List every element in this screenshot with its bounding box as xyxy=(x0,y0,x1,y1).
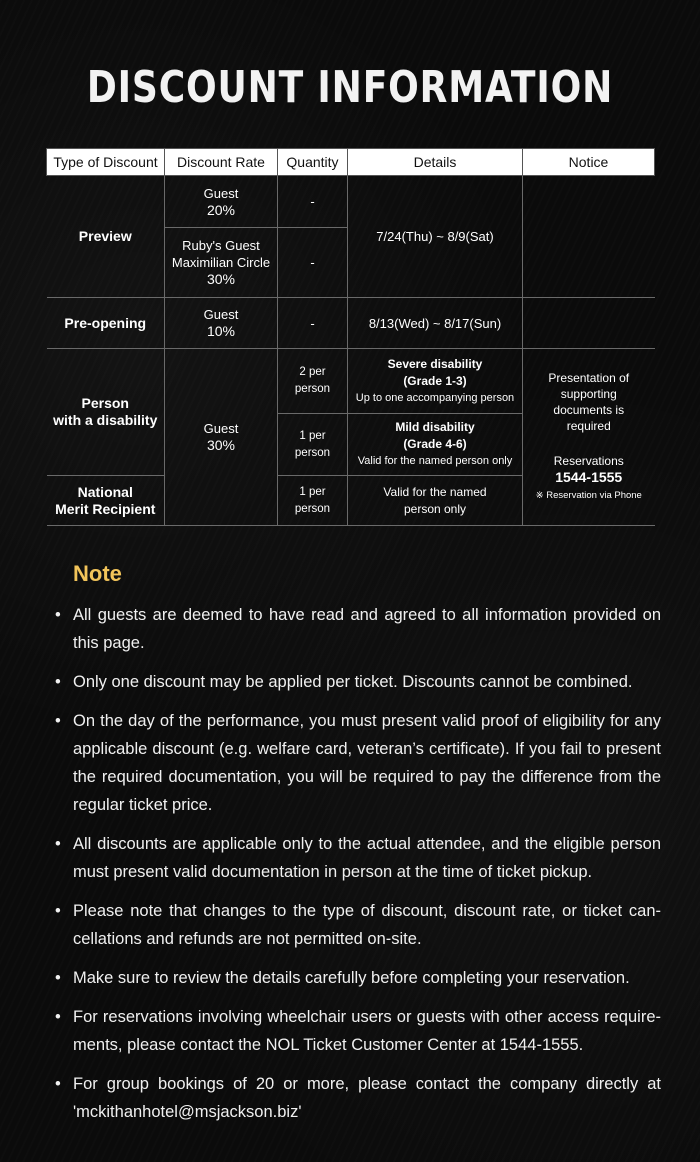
details-severe xyxy=(348,349,523,414)
note-text: Only one discount may be applied per ticket. Discounts cannot be combined. xyxy=(73,673,633,691)
rate-cell xyxy=(165,176,278,228)
type-merit xyxy=(47,476,165,526)
rate-cell xyxy=(165,228,278,298)
quantity-label: 2 per xyxy=(299,366,326,378)
rate-percent: 30% xyxy=(206,271,236,287)
page-title: DISCOUNT INFORMATION xyxy=(86,62,614,113)
notice-preopening xyxy=(523,298,655,349)
type-preopening: Pre-opening xyxy=(47,298,165,349)
severe-grade: (Grade 1-3) xyxy=(403,373,467,388)
bullet-icon: • xyxy=(55,969,61,987)
notice-preview xyxy=(523,176,655,298)
severe-note: Up to one accompanying person xyxy=(355,391,515,404)
quantity-cell: - xyxy=(278,228,348,298)
note-text: For group bookings of 20 or more, please contact the company directly at 'mckithanhotel@msjackson.biz' xyxy=(73,1075,661,1121)
type-preview: Preview xyxy=(47,176,165,298)
notice-disability xyxy=(523,349,655,526)
note-text: All discounts are applicable only to the actual attendee, and the eligible person must present valid documentation in person at the time of ticket pickup. xyxy=(73,835,661,881)
type-disability xyxy=(47,349,165,476)
rate-percent: 10% xyxy=(206,323,236,339)
severe-title: Severe disability xyxy=(387,356,483,371)
list-item xyxy=(55,601,661,657)
quantity-label: 1 per xyxy=(299,485,326,498)
note-heading: Note xyxy=(73,561,122,586)
quantity-label: 1 per xyxy=(299,429,326,442)
table-row xyxy=(47,298,655,349)
details-merit xyxy=(348,476,523,526)
header-quantity: Quantity xyxy=(278,149,348,176)
merit-details-line: person only xyxy=(403,501,467,516)
table-row xyxy=(47,349,655,414)
mild-grade: (Grade 4-6) xyxy=(403,437,467,451)
bullet-icon: • xyxy=(55,712,61,730)
quantity-cell: - xyxy=(278,298,348,349)
note-text: All guests are deemed to have read and agreed to all information provided on this page. xyxy=(73,606,661,652)
bullet-icon: • xyxy=(55,1075,61,1093)
quantity-cell xyxy=(278,414,348,476)
rate-label: Maximilian Circle xyxy=(171,255,271,270)
list-item xyxy=(55,964,661,992)
note-text: For reservations involving wheelchair users or guests with other access require-ments, please contact the NOL Ticket Customer Center at 1544-1555. xyxy=(73,1008,661,1054)
quantity-label: person xyxy=(294,446,331,459)
list-item xyxy=(55,897,661,953)
bullet-icon: • xyxy=(55,673,61,691)
quantity-label: person xyxy=(294,502,331,515)
reservations-label: Reservations xyxy=(553,454,624,468)
merit-details-line: Valid for the named xyxy=(383,484,487,499)
rate-percent: 30% xyxy=(206,437,236,453)
bullet-icon: • xyxy=(55,835,61,853)
details-preview: 7/24(Thu) ~ 8/9(Sat) xyxy=(348,176,523,298)
rate-label: Guest xyxy=(203,185,239,201)
bullet-icon: • xyxy=(55,1008,61,1026)
quantity-cell xyxy=(278,476,348,526)
list-item xyxy=(55,707,661,819)
header-notice: Notice xyxy=(523,149,655,176)
mild-note: Valid for the named person only xyxy=(357,455,513,467)
table-row xyxy=(47,176,655,228)
type-label: Person xyxy=(81,395,129,411)
list-item xyxy=(55,1070,661,1126)
quantity-label: person xyxy=(294,383,331,395)
notice-line: documents is xyxy=(553,403,625,417)
mild-title: Mild disability xyxy=(395,420,475,434)
discount-table xyxy=(46,148,655,526)
details-preopening: 8/13(Wed) ~ 8/17(Sun) xyxy=(348,298,523,349)
rate-label: Guest xyxy=(203,307,239,322)
header-details: Details xyxy=(348,149,523,176)
reservation-phone: 1544-1555 xyxy=(555,469,623,485)
table-header-row xyxy=(47,149,655,176)
rate-label: Ruby's Guest xyxy=(182,238,260,253)
header-rate: Discount Rate xyxy=(165,149,278,176)
bullet-icon: • xyxy=(55,606,61,624)
quantity-cell xyxy=(278,349,348,414)
type-label: Merit Recipient xyxy=(55,500,156,517)
rate-cell xyxy=(165,349,278,526)
notice-line: supporting xyxy=(560,387,617,401)
note-text: Please note that changes to the type of discount, discount rate, or ticket can-cellations and refunds are not permitted on-site. xyxy=(73,902,661,948)
note-text: Make sure to review the details carefully before completing your reservation. xyxy=(73,969,630,987)
reservation-phone-note: ※ Reservation via Phone xyxy=(535,490,642,501)
list-item xyxy=(55,1003,661,1059)
rate-label: Guest xyxy=(203,421,239,436)
rate-percent: 20% xyxy=(206,201,236,218)
list-item xyxy=(55,830,661,886)
note-text: On the day of the performance, you must present valid proof of eligibility for any applicable discount (e.g. welfare card, veteran’s certificate). If you fail to present the required documentation, you will be required to pay the difference from the regular ticket price. xyxy=(73,712,661,814)
type-label: with a disability xyxy=(53,412,158,428)
details-mild xyxy=(348,414,523,476)
rate-cell xyxy=(165,298,278,349)
header-type: Type of Discount xyxy=(47,149,165,176)
notice-line: required xyxy=(566,419,611,433)
notice-line: Presentation of xyxy=(548,371,630,385)
bullet-icon: • xyxy=(55,902,61,920)
list-item xyxy=(55,668,661,696)
quantity-cell: - xyxy=(278,176,348,228)
notes-list xyxy=(55,601,661,1137)
type-label: National xyxy=(77,483,133,500)
